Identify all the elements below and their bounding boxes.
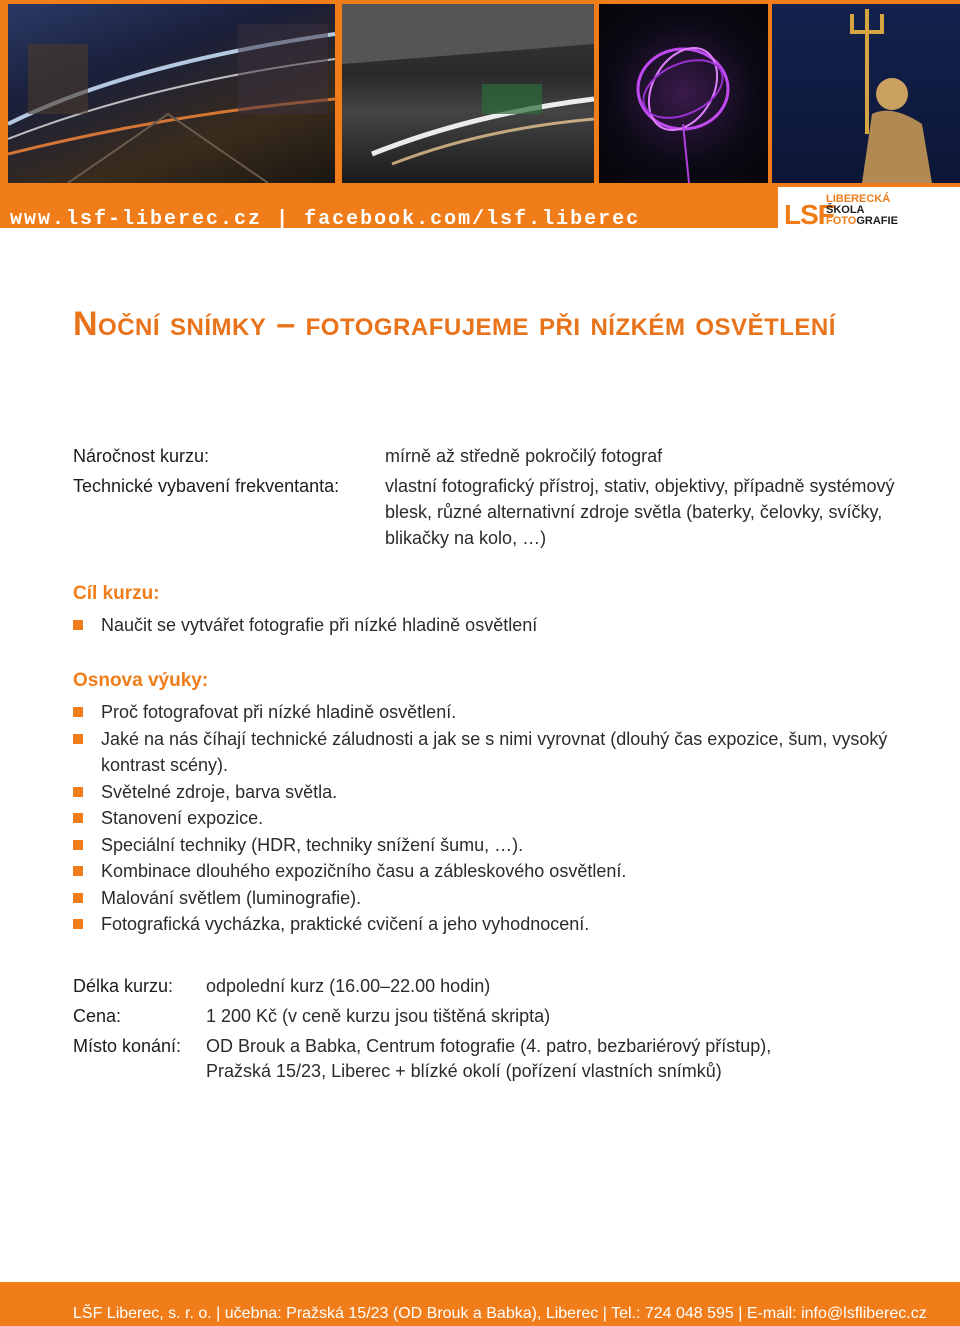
logo-line-3a: FOTO — [826, 215, 857, 227]
list-item: Stanovení expozice. — [73, 805, 903, 832]
equipment-value: vlastní fotografický přístroj, stativ, objektivy, případně systémový blesk, různé alternativní zdroje světla (baterky, čelovky, svíčky, blikačky na kolo, …) — [385, 476, 895, 548]
list-item: Naučit se vytvářet fotografie při nízké hladině osvětlení — [73, 612, 903, 639]
goal-heading: Cíl kurzu: — [73, 583, 160, 604]
syllabus-list — [73, 699, 903, 938]
difficulty-value: mírně až středně pokročilý fotograf — [385, 446, 663, 466]
syllabus-heading: Osnova výuky: — [73, 670, 209, 691]
length-value: odpolední kurz (16.00–22.00 hodin) — [206, 976, 491, 996]
place-label: Místo konání: — [73, 1036, 182, 1056]
logo-mark: LSF — [784, 199, 834, 230]
list-item: Proč fotografovat při nízké hladině osvětlení. — [73, 699, 903, 726]
price-value: 1 200 Kč (v ceně kurzu jsou tištěná skripta) — [206, 1006, 551, 1026]
photo-light-orb — [599, 4, 768, 183]
header-band — [0, 0, 960, 231]
facebook-link[interactable]: facebook.com/lsf.liberec — [304, 208, 641, 231]
equipment-label: Technické vybavení frekventanta: — [73, 476, 340, 496]
school-logo — [778, 187, 960, 231]
photo-tram-trails — [342, 4, 594, 183]
list-item: Speciální techniky (HDR, techniky snížení šumu, …). — [73, 832, 903, 859]
difficulty-label: Náročnost kurzu: — [73, 446, 210, 466]
list-item: Jaké na nás číhají technické záludnosti a jak se s nimi vyrovnat (dlouhý čas expozice, šum, vysoký kontrast scény). — [73, 726, 903, 779]
photo-night-street — [8, 4, 335, 183]
logo-line-1: LIBERECKÁ — [826, 193, 891, 205]
photo-neptune-statue — [772, 4, 960, 183]
website-link[interactable]: www.lsf-liberec.cz — [10, 208, 263, 231]
list-item: Kombinace dlouhého expozičního času a zábleskového osvětlení. — [73, 858, 903, 885]
list-item: Světelné zdroje, barva světla. — [73, 779, 903, 806]
place-value-line-2: Pražská 15/23, Liberec + blízké okolí (pořízení vlastních snímků) — [206, 1061, 722, 1081]
logo-wordmark — [826, 194, 898, 227]
header-links — [10, 208, 640, 231]
goal-list — [73, 612, 903, 639]
place-value-line-1: OD Brouk a Babka, Centrum fotografie (4. patro, bezbariérový přístup), — [206, 1036, 772, 1056]
list-item: Malování světlem (luminografie). — [73, 885, 903, 912]
length-label: Délka kurzu: — [73, 976, 174, 996]
footer-contact: LŠF Liberec, s. r. o. | učebna: Pražská 15/23 (OD Brouk a Babka), Liberec | Tel.: 724 048 595 | E-mail: info@lsfliberec.cz — [73, 1305, 927, 1322]
page-title: Noční snímky – fotografujeme při nízkém osvětlení — [73, 305, 836, 343]
logo-line-2: ŠKOLA — [826, 204, 865, 216]
price-label: Cena: — [73, 1006, 122, 1026]
logo-line-3b: GRAFIE — [856, 215, 898, 227]
links-separator: | — [276, 208, 291, 231]
list-item: Fotografická vycházka, praktické cvičení a jeho vyhodnocení. — [73, 911, 903, 938]
